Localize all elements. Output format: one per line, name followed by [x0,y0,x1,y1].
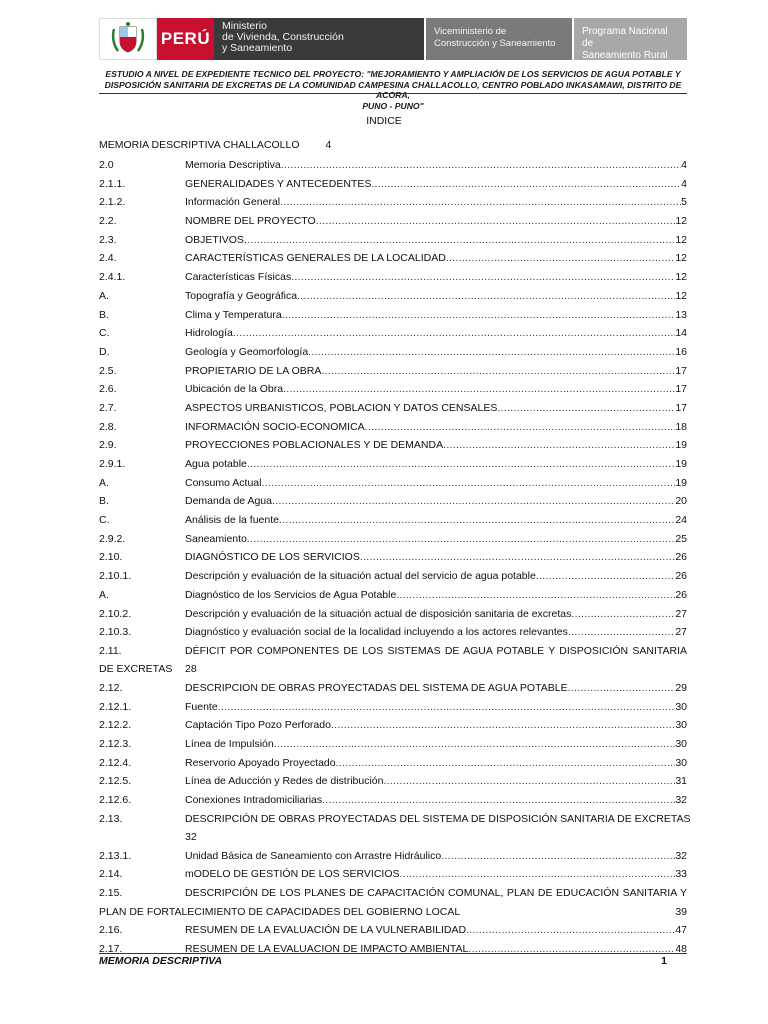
toc-entry-title: Topografía y Geográfica [185,289,298,302]
toc-entry[interactable] [99,847,687,866]
toc-entry-page: 12 [675,271,687,284]
toc-entry-title: Unidad Básica de Saneamiento con Arrastre Hidráulico [185,849,442,862]
toc-entry-page: 30 [675,737,687,750]
toc-entry-page: 26 [675,588,687,601]
toc-entry-page: 5 [681,196,687,209]
toc-entry-title: NOMBRE DEL PROYECTO [185,215,316,228]
ministerio-line-2: de Vivienda, Construcción [222,31,344,43]
toc-entry-number: C. [99,327,110,340]
toc-dot-leader [282,306,676,325]
toc-entry[interactable] [99,791,687,810]
toc-dot-leader [443,436,675,455]
toc-dot-leader [331,716,675,735]
toc-entry[interactable] [99,716,687,735]
toc-entry-page: 30 [675,719,687,732]
toc-dot-leader [441,847,675,866]
toc-entry-page: 47 [675,924,687,937]
toc-entry-title: RESUMEN DE LA EVALUACION DE IMPACTO AMBIENTAL [185,942,469,955]
toc-entry-title: DÉFICIT POR COMPONENTES DE LOS SISTEMAS DE AGUA POTABLE Y DISPOSICIÓN SANITARIA [185,644,687,657]
toc-entry-number: 2.4. [99,252,117,265]
toc-entry-page: 31 [675,775,687,788]
toc-entry-title: Consumo Actual [185,476,262,489]
toc-entry[interactable] [99,698,687,717]
toc-dot-leader [308,343,675,362]
toc-entry-title: DESCRIPCIÓN DE LOS PLANES DE CAPACITACIÓN COMUNAL, PLAN DE EDUCACIÓN SANITARIA Y [185,887,687,900]
toc-entry-page: 13 [675,308,687,321]
toc-entry-page: 12 [675,233,687,246]
toc-entry-page: 19 [675,476,687,489]
toc-entry-number: 2.17. [99,942,123,955]
toc-entry-title: PROPIETARIO DE LA OBRA [185,364,322,377]
toc-entry[interactable] [99,249,687,268]
programa-line-1: Programa Nacional de [582,26,668,49]
toc-dot-leader [244,231,675,250]
toc-entry-number: 2.16. [99,924,123,937]
footer-title: MEMORIA DESCRIPTIVA [99,955,223,967]
toc-entry[interactable] [99,586,687,605]
toc-entry-title: Características Físicas [185,271,292,284]
toc-dot-leader [322,791,675,810]
page-footer [99,955,687,967]
toc-entry-number: A. [99,476,109,489]
viceministerio-line-1: Viceministerio de [434,26,507,37]
toc-entry-title: mODELO DE GESTIÓN DE LOS SERVICIOS [185,868,400,881]
toc-entry-title: Diagnóstico y evaluación social de la localidad incluyendo a los actores relevantes [185,626,568,639]
toc-dot-leader [400,865,676,884]
toc-entry-title: Memoria Descriptiva [185,159,281,171]
toc-entry-page: 39 [675,905,687,918]
ministerio-line-1: Ministerio [222,20,267,32]
toc-entry-number: 2.7. [99,401,117,414]
toc-entry-title: Demanda de Agua [185,495,272,508]
toc-entry-number: 2.10.2. [99,607,132,620]
toc-entry[interactable] [99,642,687,679]
toc-entry-number: 2.11. [99,644,122,657]
toc-entry-number: 2.14. [99,868,123,881]
toc-entry-page: 24 [675,514,687,527]
project-title [99,69,687,111]
toc-entry[interactable] [99,623,687,642]
toc-entry-title: Descripción y evaluación de la situación actual de disposición sanitaria de excretas [185,607,572,620]
project-title-line-2: DISPOSICIÓN SANITARIA DE EXCRETAS DE LA COMUNIDAD CAMPESINA CHALLACOLLO, CENTRO POBLADO INKASAMAWI, DISTRITO DE ACORA, [104,79,682,101]
toc-entry[interactable] [99,754,687,773]
toc-entry-title: OBJETIVOS [185,233,244,246]
toc-entry[interactable] [99,567,687,586]
toc-entry-title: Fuente [185,700,218,713]
toc-dot-leader [247,530,675,549]
toc-entry[interactable] [99,268,687,287]
toc-entry-page: 29 [675,681,687,694]
toc-entry-number: A. [99,289,109,302]
toc-entry-page: 20 [675,495,687,508]
toc-entry[interactable] [99,212,687,231]
toc-dot-leader [360,548,675,567]
toc-dot-leader [279,511,675,530]
toc-entry[interactable] [99,156,687,175]
toc-entry-title: Ubicación de la Obra [185,383,284,396]
toc-entry-number: 2.12. [99,681,123,694]
toc-entry-number: C. [99,514,110,527]
toc-entry-title: Saneamiento [185,532,247,545]
ministerio-line-3: y Saneamiento [222,42,293,54]
toc-entry[interactable] [99,380,687,399]
toc-entry-page: 32 [675,849,687,862]
toc-entry[interactable] [99,530,687,549]
toc-entry[interactable] [99,287,687,306]
toc-entry[interactable] [99,306,687,325]
toc-entry-number: 2.15. [99,887,123,900]
toc-dot-leader [568,679,676,698]
toc-entry[interactable] [99,772,687,791]
toc-dot-leader [568,623,675,642]
viceministerio-line-2: Construcción y Saneamiento [434,38,556,49]
toc-entry-title: RESUMEN DE LA EVALUACIÓN DE LA VULNERABILIDAD [185,924,467,937]
toc-entry[interactable] [99,193,687,212]
toc-entry-number: D. [99,345,110,358]
toc-entry[interactable] [99,548,687,567]
toc-dot-leader [446,249,675,268]
toc-entry-page: 28 [185,663,197,676]
toc-entry-title: Geología y Geomorfología [185,345,309,358]
toc-entry[interactable] [99,884,687,921]
toc-entry-number: 2.5. [99,364,117,377]
toc-entry-number: 2.12.1. [99,700,132,713]
toc-entry-title: Clima y Temperatura [185,308,282,321]
toc-entry-title: Captación Tipo Pozo Perforado [185,719,331,732]
toc-entry[interactable] [99,399,687,418]
toc-entry[interactable] [99,362,687,381]
programa-label [574,18,687,60]
toc-heading-entry [99,139,331,151]
toc-dot-leader [336,754,676,773]
toc-entry-page: 30 [675,756,687,769]
toc-entry-title: GENERALIDADES Y ANTECEDENTES [185,177,372,190]
footer-divider [99,953,687,954]
toc-entry-page: 17 [675,383,687,396]
toc-entry-page: 17 [675,401,687,414]
toc-dot-leader [383,772,675,791]
programa-line-2: Saneamiento Rural [582,50,668,61]
toc-dot-leader [297,287,675,306]
toc-entry-page: 25 [675,532,687,545]
toc-dot-leader [571,605,675,624]
toc-entry-number: B. [99,308,109,321]
toc-entry-number: 2.4.1. [99,271,126,284]
toc-entry[interactable] [99,921,687,940]
toc-entry-title: Diagnóstico de los Servicios de Agua Potable [185,588,397,601]
toc-entry-page: 12 [675,252,687,265]
toc-dot-leader [365,418,676,437]
toc-entry[interactable] [99,455,687,474]
toc-entry-title: PROYECCIONES POBLACIONALES Y DE DEMANDA [185,439,444,452]
toc-entry[interactable] [99,679,687,698]
toc-entry-page: 30 [675,700,687,713]
toc-dot-leader [371,175,681,194]
toc-entry-page: 27 [675,607,687,620]
toc-entry[interactable] [99,418,687,437]
toc-dot-leader [280,193,681,212]
project-title-line-3: PUNO - PUNO" [362,100,424,111]
toc-entry-page: 33 [675,868,687,881]
toc-entry[interactable] [99,231,687,250]
toc-entry[interactable] [99,810,691,847]
toc-dot-leader [497,399,675,418]
toc-entry-title: Reservorio Apoyado Proyectado [185,756,336,769]
toc-dot-leader [218,698,676,717]
toc-entry-title: DESCRIPCIÓN DE OBRAS PROYECTADAS DEL SISTEMA DE DISPOSICIÓN SANITARIA DE EXCRETAS [185,812,691,825]
toc-entry-title: ASPECTOS URBANISTICOS, POBLACION Y DATOS CENSALES [185,401,498,414]
toc-dot-leader [283,380,675,399]
toc-entry-number: 2.1.1. [99,177,126,190]
toc-entry-number: 2.10. [99,551,123,564]
toc-entry-page: 4 [681,177,687,190]
toc-entry-title: DESCRIPCION DE OBRAS PROYECTADAS DEL SISTEMA DE AGUA POTABLE [185,681,568,694]
toc-entry-number: 2.12.4. [99,756,132,769]
toc-entry-page: 27 [675,626,687,639]
toc-entry[interactable] [99,511,687,530]
toc-entry-page: 4 [681,159,687,171]
table-of-contents [99,156,691,958]
toc-entry-page: 26 [675,551,687,564]
toc-entry-title: INFORMACIÓN SOCIO-ECONOMICA [185,420,365,433]
toc-dot-leader [272,492,675,511]
toc-entry[interactable] [99,865,687,884]
toc-entry[interactable] [99,436,687,455]
toc-entry-number: B. [99,495,109,508]
toc-entry-number: 2.0 [99,159,114,171]
toc-entry-page: 32 [675,794,687,806]
toc-heading-page: 4 [325,139,332,151]
toc-entry-title-cont: DE EXCRETAS [99,663,173,676]
viceministerio-label [426,18,574,60]
toc-entry-title: CARACTERÍSTICAS GENERALES DE LA LOCALIDAD [185,252,446,265]
toc-entry-number: 2.12.6. [99,794,132,806]
peru-brand: PERÚ [157,18,214,60]
index-heading: INDICE [366,115,402,127]
toc-dot-leader [396,586,675,605]
toc-entry-title: DIAGNÓSTICO DE LOS SERVICIOS [185,551,360,564]
toc-entry-number: 2.6. [99,383,117,396]
toc-entry-number: 2.1.2. [99,196,126,209]
toc-entry[interactable] [99,492,687,511]
toc-entry[interactable] [99,605,687,624]
toc-entry-number: 2.8. [99,420,117,433]
toc-entry-title: Línea de Aducción y Redes de distribución [185,775,384,788]
toc-entry-number: 2.2. [99,215,117,228]
toc-dot-leader [291,268,675,287]
toc-entry-page: 12 [675,215,687,228]
toc-entry-number: 2.13. [99,812,123,825]
header-divider [99,93,687,94]
toc-entry[interactable] [99,735,687,754]
toc-entry-page: 19 [675,439,687,452]
toc-entry-title: Línea de Impulsión [185,737,274,750]
toc-entry-page: 32 [185,831,197,844]
footer-page-number: 1 [661,955,667,967]
toc-dot-leader [281,156,681,175]
toc-entry[interactable] [99,343,687,362]
toc-entry-title: Información General [185,196,281,209]
project-title-line-1: ESTUDIO A NIVEL DE EXPEDIENTE TECNICO DEL PROYECTO: "MEJORAMIENTO Y AMPLIACIÓN DE LOS SERVICIOS DE AGUA POTABLE Y [105,69,681,79]
toc-entry[interactable] [99,324,687,343]
toc-entry-title: Descripción y evaluación de la situación actual del servicio de agua potable [185,570,536,583]
toc-dot-leader [316,212,676,231]
toc-entry-number: 2.12.5. [99,775,132,788]
toc-entry-page: 14 [675,327,687,340]
toc-entry-page: 19 [675,458,687,470]
toc-dot-leader [460,903,675,922]
toc-entry-title: Hidrología [185,327,233,340]
toc-heading-label: MEMORIA DESCRIPTIVA CHALLACOLLO [99,139,300,151]
toc-dot-leader [274,735,676,754]
toc-entry-number: A. [99,588,109,601]
ministerio-label [214,18,426,60]
toc-entry-title: Agua potable [185,458,247,470]
toc-entry-title-cont: PLAN DE FORTALECIMIENTO DE CAPACIDADES DEL GOBIERNO LOCAL [99,905,461,918]
toc-entry-page: 48 [675,942,687,955]
toc-entry-page: 26 [675,570,687,583]
toc-entry-page: 12 [675,289,687,302]
toc-entry-page: 18 [675,420,687,433]
toc-entry-title: Análisis de la fuente [185,514,279,527]
institutional-logo-bar [99,18,687,60]
toc-dot-leader [321,362,675,381]
toc-entry-number: 2.9.1. [99,458,126,470]
toc-entry-number: 2.10.3. [99,626,132,639]
toc-entry-number: 2.10.1. [99,570,132,583]
toc-entry[interactable] [99,474,687,493]
toc-entry-number: 2.9.2. [99,532,126,545]
coat-of-arms-icon [99,18,157,60]
toc-dot-leader [536,567,676,586]
toc-entry-number: 2.3. [99,233,117,246]
toc-dot-leader [466,921,675,940]
toc-entry-page: 16 [675,345,687,358]
toc-dot-leader [261,474,675,493]
toc-entry-number: 2.12.2. [99,719,132,732]
toc-entry-page: 17 [675,364,687,377]
toc-entry-title: Conexiones Intradomiciliarias [185,794,323,806]
toc-entry-number: 2.12.3. [99,737,132,750]
toc-dot-leader [247,455,675,474]
toc-entry[interactable] [99,175,687,194]
toc-dot-leader [233,324,675,343]
toc-entry-number: 2.13.1. [99,849,132,862]
toc-entry-number: 2.9. [99,439,117,452]
